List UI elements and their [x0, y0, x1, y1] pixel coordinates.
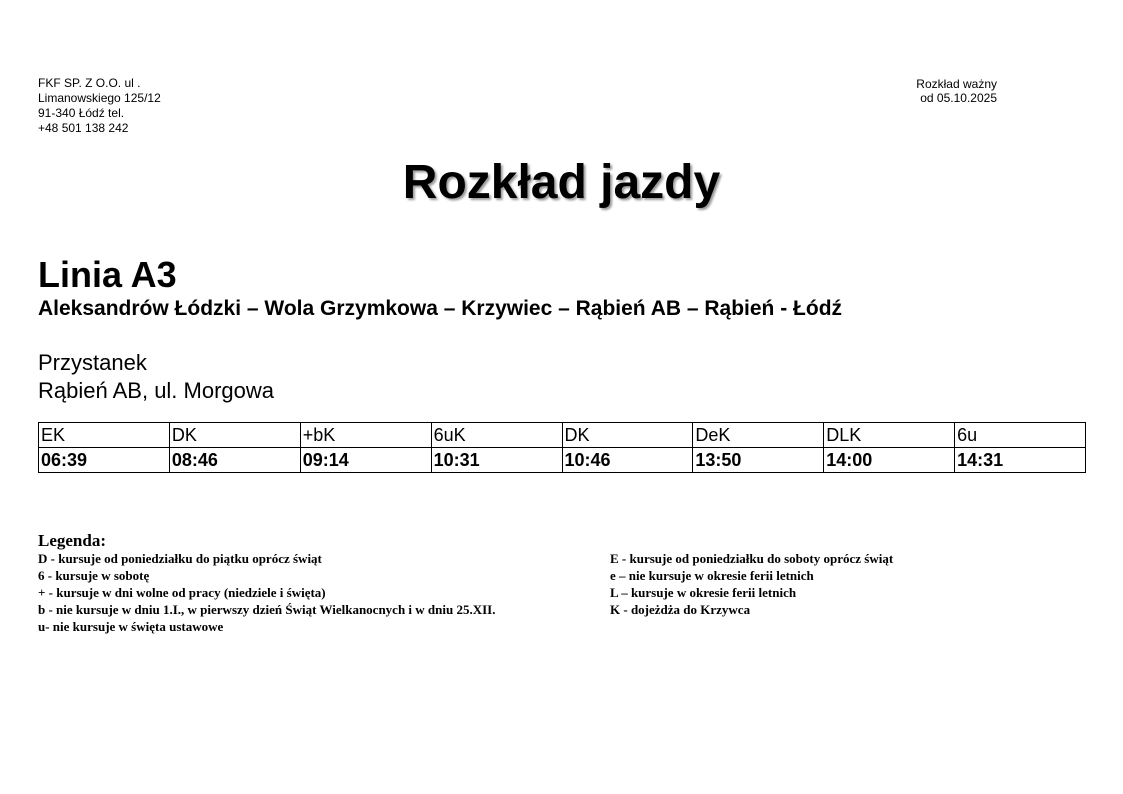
course-code: DLK	[824, 423, 955, 448]
stop-label: Przystanek	[38, 350, 147, 375]
legend-item: u- nie kursuje w święta ustawowe	[38, 619, 224, 634]
legend-item: 6 - kursuje w sobotę	[38, 568, 150, 583]
departure-time: 14:31	[955, 448, 1086, 473]
company-line: Limanowskiego 125/12	[38, 91, 161, 105]
course-code: DK	[562, 423, 693, 448]
course-code: +bK	[300, 423, 431, 448]
legend-item: D - kursuje od poniedziałku do piątku oprócz świąt	[38, 551, 322, 566]
company-line: +48 501 138 242	[38, 121, 129, 135]
legend-item: + - kursuje w dni wolne od pracy (niedziele i święta)	[38, 585, 326, 600]
codes-row	[39, 423, 1086, 448]
departure-time: 06:39	[39, 448, 170, 473]
stop-name: Rąbień AB, ul. Morgowa	[38, 378, 275, 403]
legend-title: Legenda:	[38, 531, 106, 550]
departure-time: 14:00	[824, 448, 955, 473]
times-row	[39, 448, 1086, 473]
validity-date: od 05.10.2025	[920, 91, 997, 105]
legend-item: K - dojeżdża do Krzywca	[610, 602, 751, 617]
course-code: DeK	[693, 423, 824, 448]
legend-right-column	[610, 550, 893, 618]
course-code: 6uK	[431, 423, 562, 448]
legend-item: b - nie kursuje w dniu 1.I., w pierwszy dzień Świąt Wielkanocnych i w dniu 25.XII.	[38, 602, 496, 617]
course-code: DK	[169, 423, 300, 448]
departure-time: 10:46	[562, 448, 693, 473]
departure-time: 08:46	[169, 448, 300, 473]
validity-label: Rozkład ważny	[916, 77, 997, 91]
company-line: FKF SP. Z O.O. ul .	[38, 76, 141, 90]
legend-left-column	[38, 550, 496, 635]
course-code: EK	[39, 423, 170, 448]
legend-item: L – kursuje w okresie ferii letnich	[610, 585, 797, 600]
departure-time: 13:50	[693, 448, 824, 473]
route-description: Aleksandrów Łódzki – Wola Grzymkowa – Krzywiec – Rąbień AB – Rąbień - Łódź	[38, 297, 843, 320]
course-code: 6u	[955, 423, 1086, 448]
validity-info	[860, 77, 997, 105]
line-name: Linia A3	[38, 254, 177, 295]
legend-item: e – nie kursuje w okresie ferii letnich	[610, 568, 814, 583]
company-info	[38, 76, 208, 136]
page-title: Rozkład jazdy	[402, 156, 721, 209]
departure-time: 10:31	[431, 448, 562, 473]
company-line: 91-340 Łódź tel.	[38, 106, 125, 120]
departure-time: 09:14	[300, 448, 431, 473]
legend-item: E - kursuje od poniedziałku do soboty oprócz świąt	[610, 551, 894, 566]
timetable	[38, 422, 1086, 473]
